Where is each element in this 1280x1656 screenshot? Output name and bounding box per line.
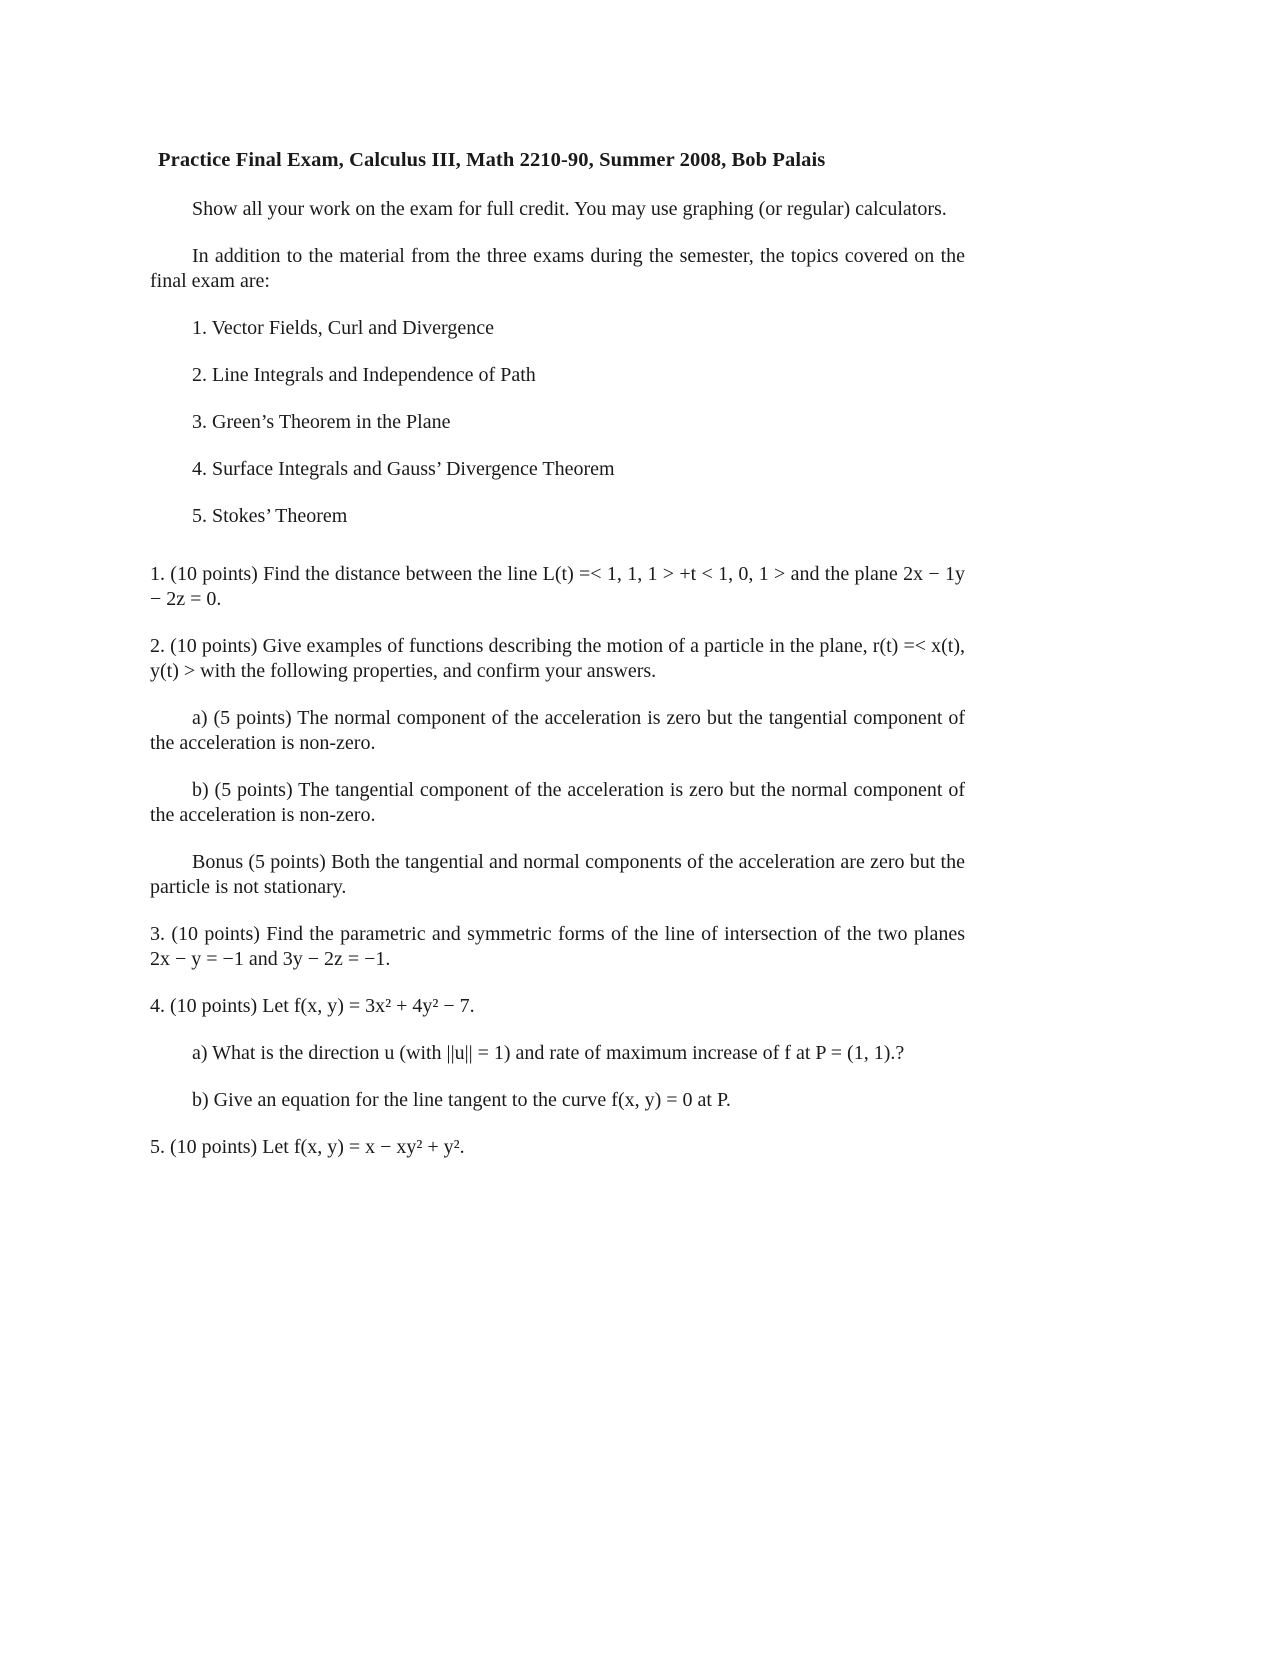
- problem-2-bonus: Bonus (5 points) Both the tangential and normal components of the acceleration are zero but the particle is not stationary.: [150, 851, 965, 898]
- problem-5: 5. (10 points) Let f(x, y) = x − xy² + y².: [150, 1136, 465, 1158]
- problem-4b: b) Give an equation for the line tangent to the curve f(x, y) = 0 at P.: [192, 1089, 731, 1111]
- problems-section: [150, 562, 965, 1160]
- exam-title: Practice Final Exam, Calculus III, Math 2210-90, Summer 2008, Bob Palais: [158, 149, 826, 171]
- problem-2: 2. (10 points) Give examples of functions describing the motion of a particle in the plane, r(t) =< x(t), y(t) > with the following properties, and confirm your answers.: [150, 635, 965, 682]
- exam-page: [150, 148, 965, 1182]
- topic-item: 5. Stokes’ Theorem: [192, 505, 348, 527]
- problem-2a: a) (5 points) The normal component of the acceleration is zero but the tangential component of the acceleration is non-zero.: [150, 707, 965, 754]
- topic-item: 2. Line Integrals and Independence of Path: [192, 364, 536, 386]
- topic-item: 4. Surface Integrals and Gauss’ Divergence Theorem: [192, 458, 615, 480]
- problem-2b: b) (5 points) The tangential component of the acceleration is zero but the normal component of the acceleration is non-zero.: [150, 779, 965, 826]
- problem-1: 1. (10 points) Find the distance between the line L(t) =< 1, 1, 1 > +t < 1, 0, 1 > and the plane 2x − 1y − 2z = 0.: [150, 563, 965, 610]
- instructions-paragraph: Show all your work on the exam for full credit. You may use graphing (or regular) calculators.: [192, 198, 947, 220]
- topic-item: 3. Green’s Theorem in the Plane: [192, 411, 451, 433]
- problem-4: 4. (10 points) Let f(x, y) = 3x² + 4y² − 7.: [150, 995, 475, 1017]
- problem-4a: a) What is the direction u (with ||u|| = 1) and rate of maximum increase of f at P = (1, 1).?: [192, 1042, 905, 1064]
- topics-list: [192, 316, 965, 529]
- topics-intro-paragraph: In addition to the material from the three exams during the semester, the topics covered on the final exam are:: [150, 245, 965, 292]
- problem-3: 3. (10 points) Find the parametric and symmetric forms of the line of intersection of the two planes 2x − y = −1 and 3y − 2z = −1.: [150, 923, 965, 970]
- topic-item: 1. Vector Fields, Curl and Divergence: [192, 317, 494, 339]
